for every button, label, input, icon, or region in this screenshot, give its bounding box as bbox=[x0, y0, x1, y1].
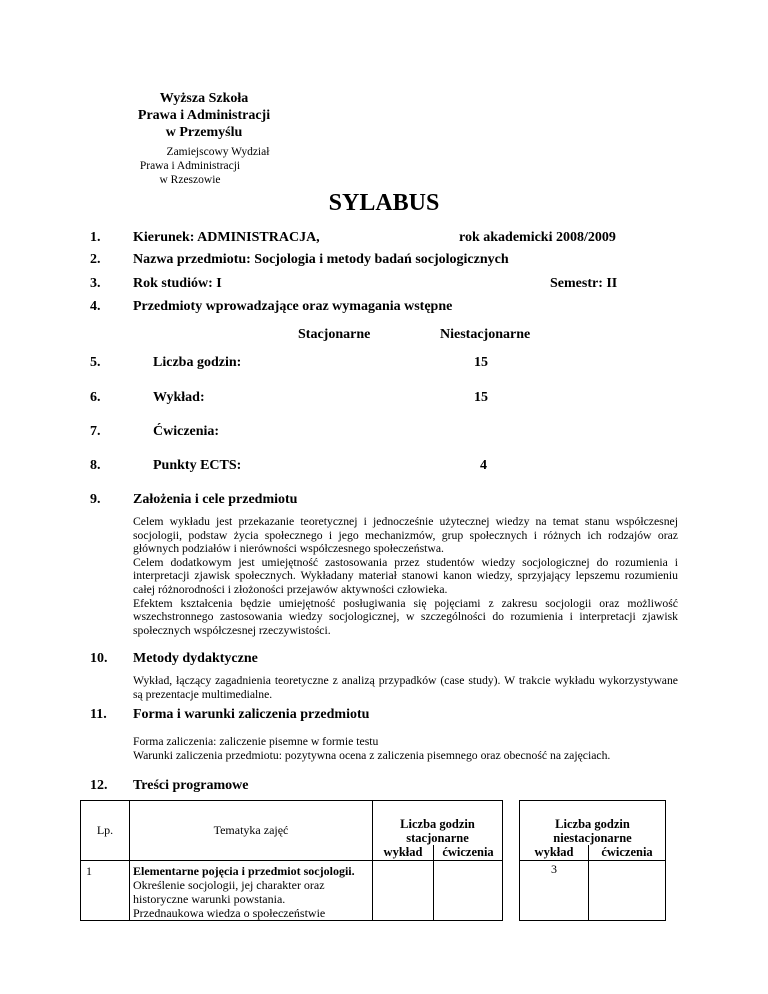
row-lp: 1 bbox=[81, 861, 130, 921]
header-lp: Lp. bbox=[81, 801, 130, 861]
exercises-label: Ćwiczenia: bbox=[153, 424, 220, 439]
item-1-number: 1. bbox=[90, 230, 101, 245]
item-2-number: 2. bbox=[90, 252, 101, 267]
table-row bbox=[81, 861, 666, 921]
section-9-paragraph-2: Celem dodatkowym jest umiejętność zastosowania przez studentów wiedzy socjologicznej do rozumienia i interpretacji zjawisk społecznych. Wykładany materiał stanowi kanon wiedzy, sprzyjający lepszemu rozumieniu całej różnorodności i złożoności przejawów aktywności człowieka. bbox=[133, 555, 678, 596]
hours-total-label: Liczba godzin: bbox=[153, 355, 242, 370]
document-title: SYLABUS bbox=[328, 190, 440, 216]
row-topic-line2: Określenie socjologii, jej charakter oraz bbox=[133, 878, 325, 892]
section-9-paragraph-1: Celem wykładu jest przekazanie teoretycznej i jednocześnie użytecznej wiedzy na temat stanu współczesnej socjologii, podstaw życia społecznego i jego mechanizmów, grup społecznych i różnych ich rodzajów oraz głównych podziałów i nierówności współczesnego społeczeństwa. bbox=[133, 515, 678, 556]
school-name-line2: Prawa i Administracji bbox=[137, 108, 271, 123]
faculty-line3: w Rzeszowie bbox=[159, 174, 221, 186]
table-spacer bbox=[503, 801, 520, 861]
item-4-prerequisites: Przedmioty wprowadzające oraz wymagania wstępne bbox=[133, 299, 453, 314]
academic-year: rok akademicki 2008/2009 bbox=[459, 230, 616, 245]
item-3-number: 3. bbox=[90, 276, 101, 291]
header-stac-lecture: wykład bbox=[373, 845, 434, 861]
row-topic-title: Elementarne pojęcia i przedmiot socjologii. bbox=[133, 864, 355, 878]
section-12-number: 12. bbox=[90, 778, 108, 793]
mode-part-time-header: Niestacjonarne bbox=[440, 327, 531, 342]
section-9-heading: Założenia i cele przedmiotu bbox=[133, 492, 298, 507]
header-niestac-exercises: ćwiczenia bbox=[589, 845, 666, 861]
section-11-conditions: Warunki zaliczenia przedmiotu: pozytywna ocena z zaliczenia pisemnego oraz obecność na zajęciach. bbox=[133, 749, 611, 762]
header-topic: Tematyka zajęć bbox=[130, 801, 373, 861]
lecture-label: Wykład: bbox=[153, 390, 205, 405]
row-topic bbox=[130, 861, 373, 921]
item-5-number: 5. bbox=[90, 355, 101, 370]
item-2-subject: Nazwa przedmiotu: Socjologia i metody badań socjologicznych bbox=[133, 252, 509, 267]
ects-value: 4 bbox=[480, 458, 487, 473]
row-niestac-exercises bbox=[589, 861, 666, 921]
item-4-number: 4. bbox=[90, 299, 101, 314]
school-name-line1: Wyższa Szkoła bbox=[159, 91, 249, 106]
item-7-number: 7. bbox=[90, 424, 101, 439]
item-3-year: Rok studiów: I bbox=[133, 276, 222, 291]
section-10-number: 10. bbox=[90, 651, 108, 666]
header-hours-niestac-line2: niestacjonarne bbox=[553, 830, 632, 845]
hours-total-value: 15 bbox=[474, 355, 488, 370]
section-9-paragraph-3: Efektem kształcenia będzie umiejętność posługiwania się pojęciami z zakresu socjologii oraz możliwość wszechstronnego zastosowania wiedzy socjologicznej, w szczególności do rozumienia i interpretacji zjawisk społecznych współczesnej rzeczywistości. bbox=[133, 596, 678, 637]
row-niestac-lecture: 3 bbox=[520, 861, 589, 921]
section-11-heading: Forma i warunki zaliczenia przedmiotu bbox=[133, 707, 370, 722]
row-topic-line4: Przednaukowa wiedza o społeczeństwie bbox=[133, 906, 326, 920]
item-6-number: 6. bbox=[90, 390, 101, 405]
header-hours-niestac-line1: Liczba godzin bbox=[555, 816, 630, 831]
header-hours-stac-line1: Liczba godzin bbox=[400, 816, 475, 831]
row-stac-lecture bbox=[373, 861, 434, 921]
program-table bbox=[80, 800, 666, 921]
header-hours-stac-line2: stacjonarne bbox=[406, 830, 469, 845]
section-12-heading: Treści programowe bbox=[133, 778, 249, 793]
row-stac-exercises bbox=[434, 861, 503, 921]
ects-label: Punkty ECTS: bbox=[153, 458, 242, 473]
header-niestac-lecture: wykład bbox=[520, 845, 589, 861]
lecture-value: 15 bbox=[474, 390, 488, 405]
faculty-line1: Zamiejscowy Wydział bbox=[166, 146, 270, 158]
row-topic-line3: historyczne warunki powstania. bbox=[133, 892, 286, 906]
section-9-body bbox=[133, 515, 678, 637]
row-spacer bbox=[503, 861, 520, 921]
mode-full-time-header: Stacjonarne bbox=[298, 327, 371, 342]
faculty-line2: Prawa i Administracji bbox=[139, 160, 241, 172]
header-hours-niestac bbox=[520, 801, 666, 845]
header-stac-exercises: ćwiczenia bbox=[434, 845, 503, 861]
section-9-number: 9. bbox=[90, 492, 101, 507]
item-1-field: Kierunek: ADMINISTRACJA, bbox=[133, 230, 320, 245]
section-10-heading: Metody dydaktyczne bbox=[133, 651, 258, 666]
section-11-form: Forma zaliczenia: zaliczenie pisemne w formie testu bbox=[133, 735, 379, 748]
item-8-number: 8. bbox=[90, 458, 101, 473]
section-10-body: Wykład, łączący zagadnienia teoretyczne z analizą przypadków (case study). W trakcie wykładu wykorzystywane są prezentacje multimedialne. bbox=[133, 674, 678, 701]
school-name-line3: w Przemyślu bbox=[165, 125, 243, 140]
section-11-number: 11. bbox=[90, 707, 107, 722]
semester: Semestr: II bbox=[550, 276, 618, 291]
header-hours-stac bbox=[373, 801, 503, 845]
